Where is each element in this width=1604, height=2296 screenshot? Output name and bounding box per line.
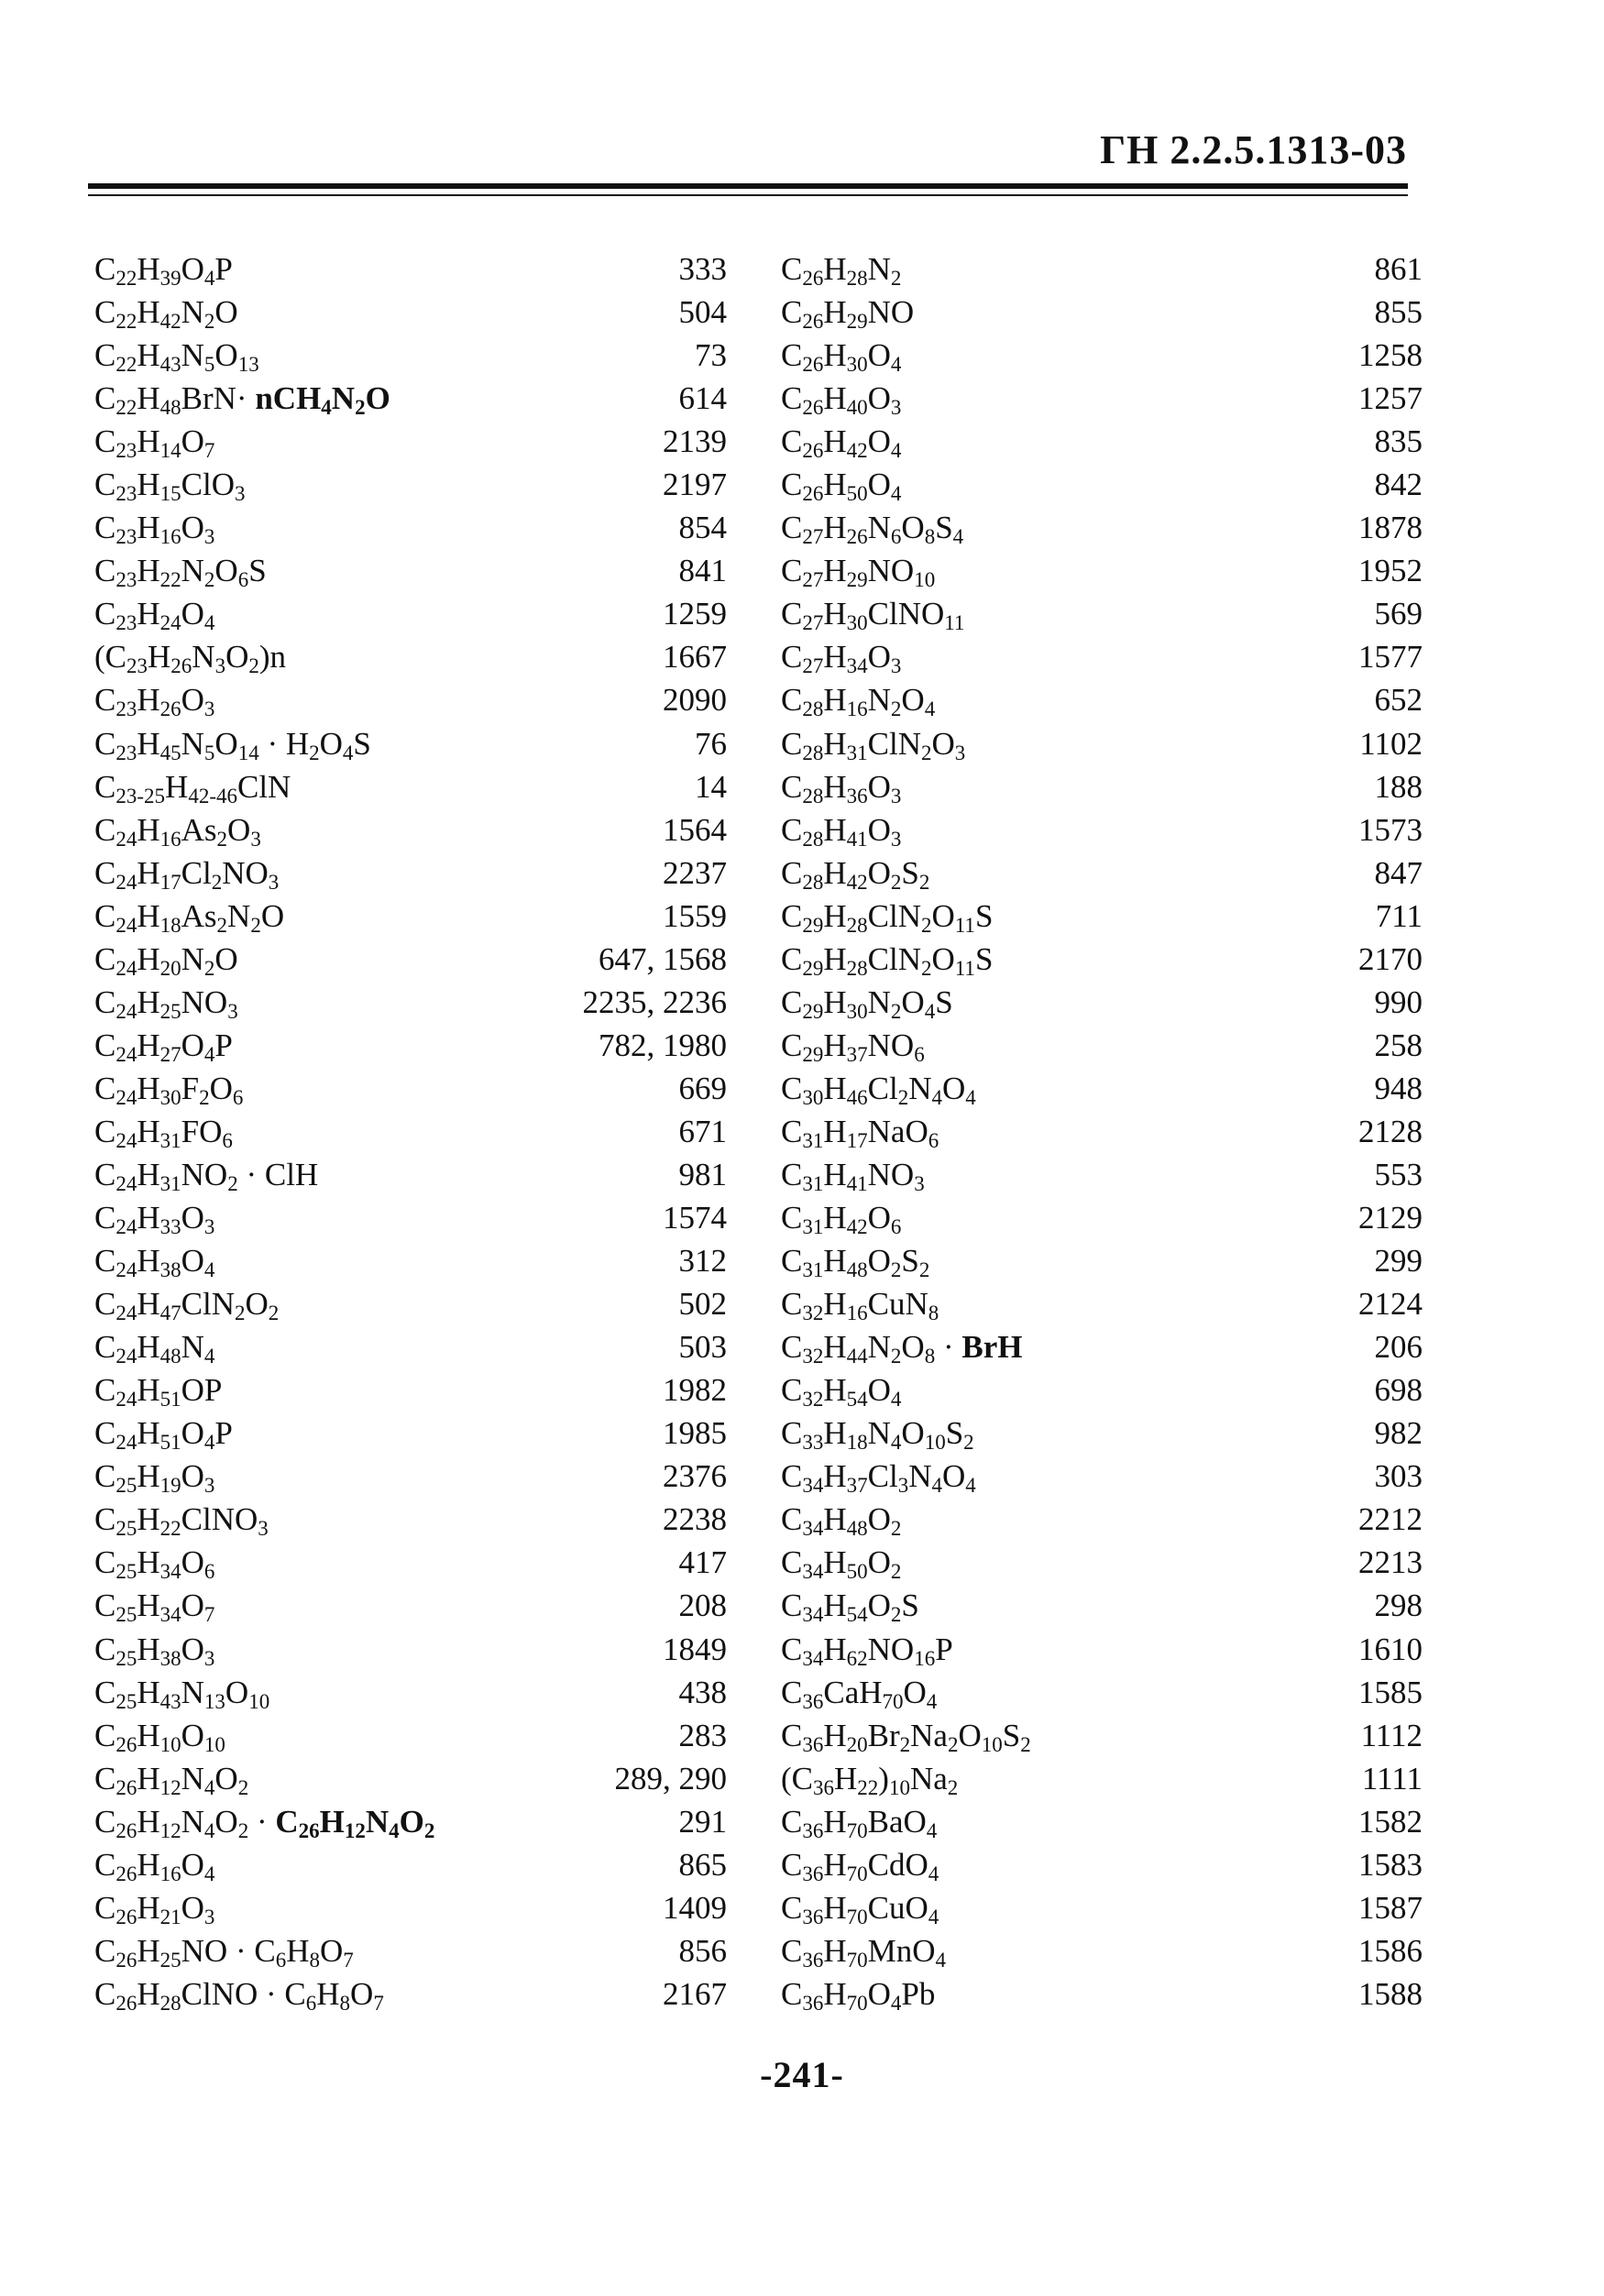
index-entry [781, 1714, 1423, 1757]
index-entry [94, 981, 727, 1024]
chemical-formula: $C_{23}H_{16}O_3$ [94, 510, 215, 549]
index-entry [94, 895, 727, 938]
entry-reference: 2129 [1358, 1200, 1423, 1236]
entry-reference: 841 [678, 553, 727, 589]
index-entry [781, 1239, 1423, 1282]
entry-reference: 73 [695, 337, 727, 374]
index-entry [781, 808, 1423, 851]
index-entry [94, 549, 727, 592]
chemical-formula: $C_{24}H_{33}O_3$ [94, 1200, 215, 1239]
entry-reference: 333 [678, 251, 727, 287]
chemical-formula: $C_{22}H_{42}N_2O$ [94, 294, 238, 334]
left-column [94, 247, 727, 2016]
index-entry [94, 1714, 727, 1757]
entry-reference: 865 [678, 1846, 727, 1883]
chemical-formula: $C_{26}H_{30}O_4$ [781, 337, 902, 377]
index-entry [781, 1325, 1423, 1368]
chemical-formula: $C_{23}H_{26}O_3$ [94, 682, 215, 721]
chemical-formula: $C_{26}H_{29}NO$ [781, 294, 915, 334]
entry-reference: 847 [1374, 854, 1423, 891]
right-column [781, 247, 1423, 2016]
chemical-formula: $C_{25}H_{43}N_{13}O_{10}$ [94, 1674, 270, 1713]
chemical-formula: $C_{26}H_{50}O_4$ [781, 467, 902, 506]
index-entry [781, 1886, 1423, 1929]
chemical-formula: $C_{26}H_{28}ClNO \cdot C_6H_8O_7$ [94, 1975, 384, 2015]
entry-reference: 711 [1375, 897, 1423, 934]
entry-reference: 1982 [663, 1372, 727, 1409]
index-entry [94, 938, 727, 981]
chemical-formula: $C_{36}H_{70}BaO_4$ [781, 1803, 938, 1842]
index-entry [94, 1412, 727, 1455]
index-entry [781, 1584, 1423, 1627]
chemical-formula: $C_{29}H_{28}ClN_2O_{11}S$ [781, 940, 994, 980]
entry-reference: 1112 [1360, 1717, 1423, 1753]
index-entry [781, 420, 1423, 463]
chemical-formula: $C_{24}H_{25}NO_3$ [94, 983, 238, 1023]
chemical-formula: $C_{25}H_{22}ClNO_3$ [94, 1501, 269, 1541]
chemical-formula: $C_{27}H_{30}ClNO_{11}$ [781, 596, 965, 635]
entry-reference: 2090 [663, 682, 727, 719]
chemical-formula: $C_{32}H_{54}O_4$ [781, 1372, 902, 1412]
chemical-formula: $C_{26}H_{21}O_3$ [94, 1889, 215, 1928]
index-entry [94, 247, 727, 291]
index-entry [781, 377, 1423, 420]
entry-reference: 1574 [663, 1200, 727, 1236]
chemical-formula: $C_{26}H_{16}O_4$ [94, 1846, 215, 1885]
chemical-formula: $C_{36}CaH_{70}O_4$ [781, 1674, 938, 1713]
entry-reference: 1564 [663, 811, 727, 848]
entry-reference: 855 [1374, 294, 1423, 331]
index-entry [781, 1110, 1423, 1153]
entry-reference: 1587 [1358, 1889, 1423, 1926]
index-entry [781, 765, 1423, 808]
entry-reference: 854 [678, 510, 727, 546]
entry-reference: 2139 [663, 423, 727, 460]
chemical-formula: $C_{29}H_{30}N_2O_4S$ [781, 983, 953, 1023]
chemical-formula: $C_{36}H_{70}CuO_4$ [781, 1889, 939, 1928]
index-entry [781, 722, 1423, 765]
index-entry [781, 1628, 1423, 1671]
chemical-formula: $C_{30}H_{46}Cl_2N_4O_4$ [781, 1070, 976, 1109]
entry-reference: 1582 [1358, 1803, 1423, 1840]
entry-reference: 303 [1374, 1458, 1423, 1495]
entry-reference: 283 [678, 1717, 727, 1753]
entry-reference: 1610 [1358, 1631, 1423, 1667]
index-entry [781, 1153, 1423, 1196]
entry-reference: 842 [1374, 467, 1423, 503]
index-entry [94, 1325, 727, 1368]
header-rule-thick [88, 183, 1408, 189]
entry-reference: 2237 [663, 854, 727, 891]
chemical-formula: $C_{29}H_{28}ClN_2O_{11}S$ [781, 897, 994, 937]
index-entry [94, 1110, 727, 1153]
index-entry [781, 1671, 1423, 1714]
index-entry [94, 1972, 727, 2016]
entry-reference: 504 [678, 294, 727, 331]
chemical-formula: $C_{25}H_{38}O_3$ [94, 1631, 215, 1670]
index-entry [94, 1024, 727, 1067]
chemical-formula: $C_{28}H_{31}ClN_2O_3$ [781, 725, 966, 764]
chemical-formula: $C_{26}H_{12}N_4O_2$ [94, 1760, 249, 1799]
entry-reference: 2213 [1358, 1544, 1423, 1581]
chemical-formula: $C_{31}H_{42}O_6$ [781, 1200, 902, 1239]
index-entry [781, 506, 1423, 549]
index-entry [781, 1455, 1423, 1498]
entry-reference: 2167 [663, 1975, 727, 2012]
entry-reference: 299 [1374, 1243, 1423, 1280]
entry-reference: 502 [678, 1286, 727, 1323]
chemical-formula: $C_{36}H_{70}MnO_4$ [781, 1932, 947, 1972]
chemical-formula: $C_{23}H_{14}O_7$ [94, 423, 215, 463]
index-entry [781, 334, 1423, 377]
entry-reference: 553 [1374, 1156, 1423, 1192]
entry-reference: 14 [695, 768, 727, 805]
entry-reference: 206 [1374, 1329, 1423, 1366]
index-entry [781, 938, 1423, 981]
chemical-formula: $C_{22}H_{48}BrN\cdot nCH_4N_2O$ [94, 380, 390, 420]
index-entry [94, 722, 727, 765]
index-entry [94, 808, 727, 851]
entry-reference: 948 [1374, 1070, 1423, 1106]
index-entry [94, 1239, 727, 1282]
entry-reference: 669 [678, 1070, 727, 1106]
entry-reference: 1588 [1358, 1975, 1423, 2012]
entry-reference: 1985 [663, 1415, 727, 1452]
chemical-formula: $C_{24}H_{16}As_2O_3$ [94, 811, 261, 851]
chemical-formula: $C_{36}H_{70}CdO_4$ [781, 1846, 939, 1885]
chemical-formula: $C_{31}H_{17}NaO_6$ [781, 1113, 939, 1152]
index-entry [781, 1368, 1423, 1412]
index-entry [94, 1886, 727, 1929]
index-entry [94, 1498, 727, 1541]
index-entry [94, 1628, 727, 1671]
entry-reference: 298 [1374, 1587, 1423, 1624]
chemical-formula: $C_{26}H_{10}O_{10}$ [94, 1717, 225, 1756]
entry-reference: 291 [678, 1803, 727, 1840]
document-code-header: ГН 2.2.5.1313-03 [1100, 127, 1407, 172]
entry-reference: 990 [1374, 983, 1423, 1020]
index-entry [94, 1541, 727, 1584]
entry-reference: 503 [678, 1329, 727, 1366]
chemical-formula: $C_{24}H_{17}Cl_2NO_3$ [94, 854, 280, 894]
entry-reference: 2128 [1358, 1113, 1423, 1149]
index-entry [94, 334, 727, 377]
page-number: -241- [760, 2054, 844, 2095]
chemical-formula: $C_{22}H_{43}N_5O_{13}$ [94, 337, 259, 377]
entry-reference: 1257 [1358, 380, 1423, 417]
entry-reference: 1259 [663, 596, 727, 632]
index-entry [781, 247, 1423, 291]
entry-reference: 1849 [663, 1631, 727, 1667]
chemical-formula: $C_{24}H_{18}As_2N_2O$ [94, 897, 285, 937]
index-entry [94, 678, 727, 721]
chemical-formula: $C_{26}H_{42}O_4$ [781, 423, 902, 463]
chemical-formula: $C_{23}H_{45}N_5O_{14} \cdot H_2O_4S$ [94, 725, 371, 764]
index-entry [94, 463, 727, 506]
chemical-formula: $C_{36}H_{20}Br_2Na_2O_{10}S_2$ [781, 1717, 1031, 1756]
chemical-formula: $C_{23}H_{15}ClO_3$ [94, 467, 246, 506]
entry-reference: 2212 [1358, 1501, 1423, 1538]
index-entry [94, 1929, 727, 1972]
chemical-formula: $C_{32}H_{16}CuN_8$ [781, 1286, 939, 1325]
chemical-formula: $C_{31}H_{48}O_2S_2$ [781, 1243, 930, 1282]
index-entry [781, 549, 1423, 592]
entry-reference: 2124 [1358, 1286, 1423, 1323]
entry-reference: 289, 290 [614, 1760, 727, 1796]
chemical-formula: $C_{24}H_{51}O_4P$ [94, 1415, 233, 1455]
entry-reference: 856 [678, 1932, 727, 1969]
chemical-formula: $C_{34}H_{62}NO_{16}P$ [781, 1631, 953, 1670]
index-entry [94, 592, 727, 635]
index-entry [94, 377, 727, 420]
index-entry [94, 635, 727, 678]
entry-reference: 982 [1374, 1415, 1423, 1452]
chemical-formula: $C_{26}H_{40}O_3$ [781, 380, 902, 420]
index-entry [94, 1800, 727, 1843]
chemical-formula: $C_{24}H_{47}ClN_2O_2$ [94, 1286, 280, 1325]
index-entry [94, 765, 727, 808]
index-entry [94, 420, 727, 463]
entry-reference: 1102 [1359, 725, 1423, 762]
header-rule-thin [88, 194, 1408, 196]
entry-reference: 258 [1374, 1027, 1423, 1063]
chemical-formula: $C_{33}H_{18}N_4O_{10}S_2$ [781, 1415, 974, 1455]
index-entry [94, 1757, 727, 1800]
index-entry [94, 1368, 727, 1412]
entry-reference: 2376 [663, 1458, 727, 1495]
chemical-formula: $C_{26}H_{12}N_4O_2 \cdot C_{26}H_{12}N_4O_2$ [94, 1803, 435, 1842]
chemical-formula: $C_{27}H_{26}N_6O_8S_4$ [781, 510, 964, 549]
entry-reference: 614 [678, 380, 727, 417]
entry-reference: 835 [1374, 423, 1423, 460]
entry-reference: 652 [1374, 682, 1423, 719]
chemical-formula: $C_{27}H_{29}NO_{10}$ [781, 553, 936, 592]
entry-reference: 1573 [1358, 811, 1423, 848]
index-entry [781, 635, 1423, 678]
entry-reference: 698 [1374, 1372, 1423, 1409]
index-entry [94, 1282, 727, 1325]
index-entry [781, 1412, 1423, 1455]
index-entry [94, 1584, 727, 1627]
entry-reference: 2197 [663, 467, 727, 503]
chemical-formula: $C_{26}H_{28}N_2$ [781, 251, 902, 290]
index-entry [781, 1800, 1423, 1843]
index-entry [781, 1067, 1423, 1110]
index-entry [94, 851, 727, 895]
entry-reference: 208 [678, 1587, 727, 1624]
entry-reference: 1559 [663, 897, 727, 934]
entry-reference: 1585 [1358, 1674, 1423, 1710]
entry-reference: 647, 1568 [599, 940, 727, 977]
entry-reference: 1111 [1361, 1760, 1423, 1796]
index-entry [781, 851, 1423, 895]
chemical-formula: $C_{34}H_{48}O_2$ [781, 1501, 902, 1541]
index-entry [781, 678, 1423, 721]
chemical-formula: $C_{27}H_{34}O_3$ [781, 639, 902, 678]
entry-reference: 417 [678, 1544, 727, 1581]
entry-reference: 1583 [1358, 1846, 1423, 1883]
index-entry [94, 1067, 727, 1110]
entry-reference: 569 [1374, 596, 1423, 632]
index-entry [781, 981, 1423, 1024]
entry-reference: 312 [678, 1243, 727, 1280]
chemical-formula: $C_{22}H_{39}O_4P$ [94, 251, 233, 290]
chemical-formula: $C_{28}H_{42}O_2S_2$ [781, 854, 930, 894]
chemical-formula: $C_{24}H_{38}O_4$ [94, 1243, 215, 1282]
index-entry [781, 592, 1423, 635]
index-entry [781, 1972, 1423, 2016]
index-entry [94, 1671, 727, 1714]
chemical-formula: $C_{23}H_{24}O_4$ [94, 596, 215, 635]
chemical-formula: $C_{26}H_{25}NO \cdot C_6H_8O_7$ [94, 1932, 354, 1972]
entry-reference: 782, 1980 [599, 1027, 727, 1063]
chemical-formula: $C_{29}H_{37}NO_6$ [781, 1027, 925, 1066]
entry-reference: 2170 [1358, 940, 1423, 977]
entry-reference: 1577 [1358, 639, 1423, 676]
chemical-formula: $C_{34}H_{50}O_2$ [781, 1544, 902, 1584]
entry-reference: 1409 [663, 1889, 727, 1926]
entry-reference: 1667 [663, 639, 727, 676]
chemical-formula: $C_{24}H_{51}OP$ [94, 1372, 223, 1412]
chemical-formula: $C_{25}H_{19}O_3$ [94, 1458, 215, 1498]
chemical-formula: $C_{32}H_{44}N_2O_8$ · BrH [781, 1329, 1023, 1368]
entry-reference: 2235, 2236 [582, 983, 727, 1020]
entry-reference: 981 [678, 1156, 727, 1192]
chemical-formula: $C_{24}H_{31}FO_6$ [94, 1113, 233, 1152]
chemical-formula: $C_{24}H_{30}F_2O_6$ [94, 1070, 244, 1109]
chemical-formula: $(C_{36}H_{22})_{10}Na_2$ [781, 1760, 959, 1799]
chemical-formula: $C_{28}H_{36}O_3$ [781, 768, 902, 807]
entry-reference: 1878 [1358, 510, 1423, 546]
index-entry [781, 1498, 1423, 1541]
index-entry [781, 1757, 1423, 1800]
chemical-formula: $C_{23-25}H_{42-46}ClN$ [94, 768, 291, 807]
index-entry [781, 1541, 1423, 1584]
chemical-formula: $C_{24}H_{31}NO_2$ · ClH [94, 1156, 319, 1195]
chemical-formula: $(C_{23}H_{26}N_3O_2)n$ [94, 639, 286, 678]
index-entry [781, 291, 1423, 334]
entry-reference: 1258 [1358, 337, 1423, 374]
index-entry [781, 1024, 1423, 1067]
index-entry [781, 1929, 1423, 1972]
chemical-formula: $C_{25}H_{34}O_6$ [94, 1544, 215, 1584]
index-entry [781, 895, 1423, 938]
entry-reference: 188 [1374, 768, 1423, 805]
index-entry [94, 1153, 727, 1196]
chemical-formula: $C_{23}H_{22}N_2O_6S$ [94, 553, 267, 592]
index-entry [781, 1282, 1423, 1325]
entry-reference: 1586 [1358, 1932, 1423, 1969]
chemical-formula: $C_{24}H_{27}O_4P$ [94, 1027, 233, 1066]
chemical-formula: $C_{34}H_{37}Cl_3N_4O_4$ [781, 1458, 976, 1498]
chemical-formula: $C_{31}H_{41}NO_3$ [781, 1156, 925, 1195]
chemical-formula: $C_{24}H_{48}N_4$ [94, 1329, 215, 1368]
index-entry [94, 506, 727, 549]
entry-reference: 671 [678, 1113, 727, 1149]
chemical-formula: $C_{28}H_{16}N_2O_4$ [781, 682, 936, 721]
entry-reference: 438 [678, 1674, 727, 1710]
chemical-formula: $C_{25}H_{34}O_7$ [94, 1587, 215, 1627]
entry-reference: 1952 [1358, 553, 1423, 589]
chemical-formula: $C_{24}H_{20}N_2O$ [94, 940, 238, 980]
entry-reference: 76 [695, 725, 727, 762]
chemical-formula: $C_{28}H_{41}O_3$ [781, 811, 902, 851]
entry-reference: 2238 [663, 1501, 727, 1538]
entry-reference: 861 [1374, 251, 1423, 287]
index-entry [94, 1843, 727, 1886]
chemical-formula: $C_{36}H_{70}O_4Pb$ [781, 1975, 936, 2015]
chemical-formula: $C_{34}H_{54}O_2S$ [781, 1587, 919, 1627]
index-entry [781, 1843, 1423, 1886]
index-entry [94, 1455, 727, 1498]
index-entry [94, 291, 727, 334]
index-entry [781, 1196, 1423, 1239]
index-entry [781, 463, 1423, 506]
index-entry [94, 1196, 727, 1239]
